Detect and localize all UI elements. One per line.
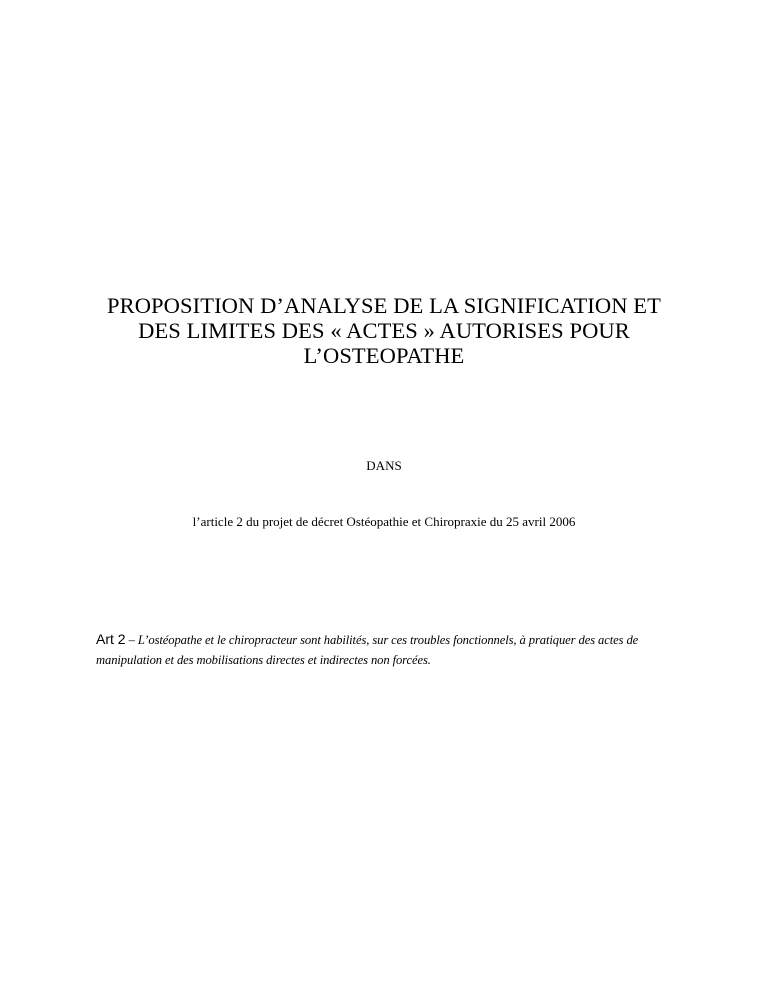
title-line-2: DES LIMITES DES « ACTES » AUTORISES POUR [138, 318, 630, 343]
title-line-3: L’OSTEOPATHE [303, 343, 465, 368]
article-reference: l’article 2 du projet de décret Ostéopathie et Chiropraxie du 25 avril 2006 [192, 514, 576, 529]
article-text: – L’ostéopathe et le chiropracteur sont habilités, sur ces troubles fonctionnels, à pratiquer des actes de manipulation et des mobilisations directes et indirectes non forcées. [96, 633, 639, 667]
dans-heading: DANS [366, 458, 402, 473]
article-paragraph [96, 629, 681, 670]
article-label: Art 2 [96, 631, 126, 647]
title-line-1: PROPOSITION D’ANALYSE DE LA SIGNIFICATION ET [106, 293, 661, 318]
document-title [60, 293, 708, 368]
